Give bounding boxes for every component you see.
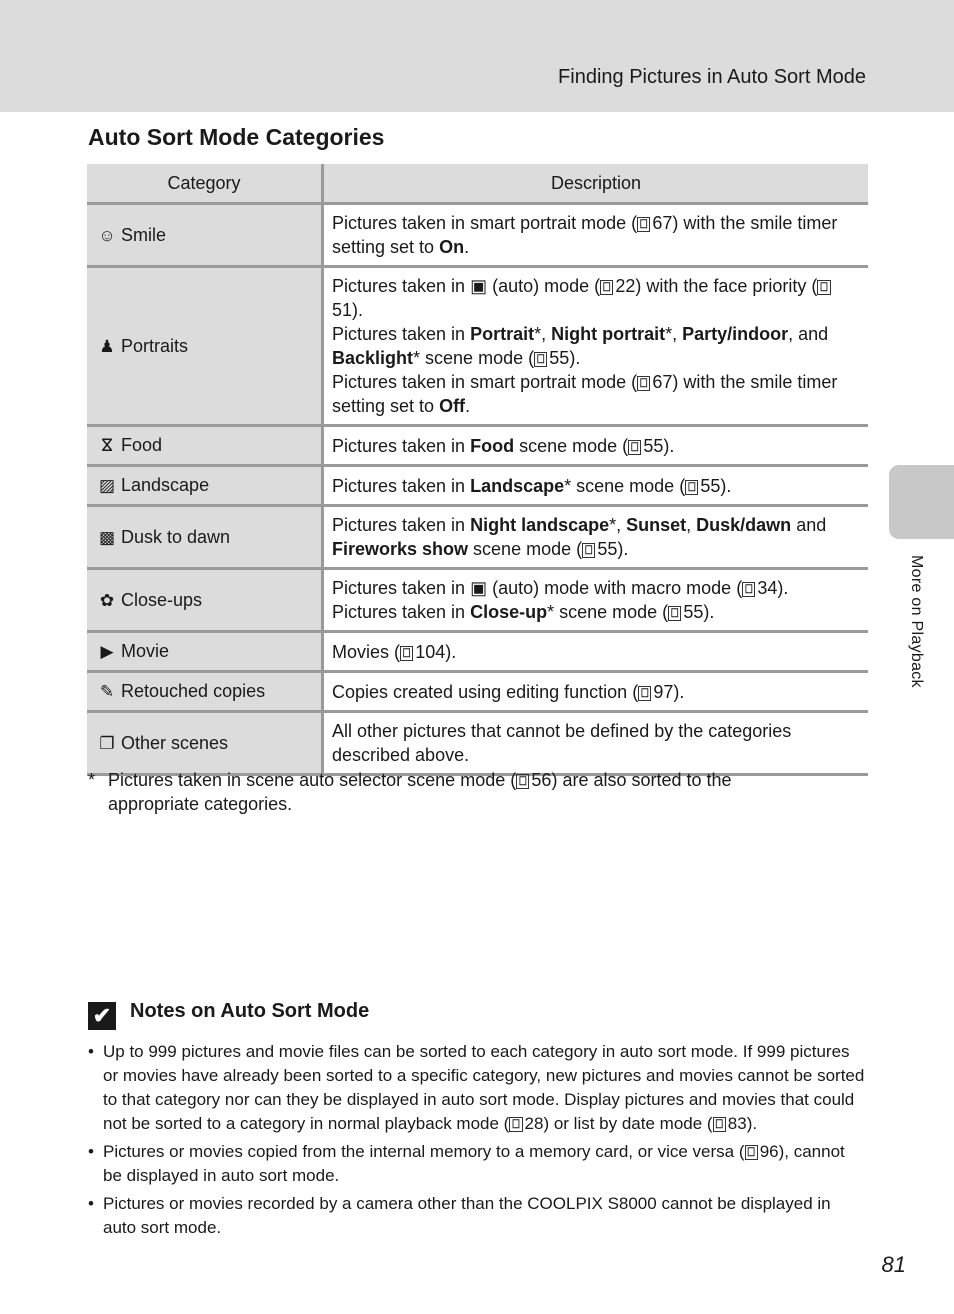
book-icon: ⎕: [582, 543, 595, 558]
description-text: * scene mode (: [564, 475, 686, 496]
description-text: Movies (: [332, 641, 401, 662]
description-text: Pictures taken in: [332, 276, 471, 296]
description-text: (auto) mode (: [487, 276, 601, 296]
description-text: , and: [788, 324, 829, 344]
footnote-mark: *: [88, 770, 96, 790]
description-text: All other pictures that cannot be defined by the categories described above.: [332, 721, 792, 765]
bold-term: Portrait: [470, 324, 535, 344]
description-text: .: [465, 396, 471, 416]
category-cell: [87, 712, 323, 775]
book-icon: ⎕: [637, 376, 650, 391]
description-text: 51).: [332, 300, 364, 320]
bold-term: Night portrait: [551, 324, 666, 344]
category-cell: [87, 204, 323, 267]
book-icon: ⎕: [600, 280, 613, 295]
bold-term: Party/indoor: [682, 324, 789, 344]
running-head: Finding Pictures in Auto Sort Mode: [558, 66, 866, 88]
bold-term: Close-up: [470, 602, 548, 622]
description-text: *,: [609, 515, 627, 535]
bold-term: Backlight: [332, 348, 414, 368]
description-text: 97).: [653, 681, 685, 702]
bullet-icon: •: [88, 1042, 94, 1061]
list-item: • Pictures or movies recorded by a camera other than the COOLPIX S8000 cannot be displayed in auto sort mode.: [88, 1194, 831, 1237]
description-text: .: [464, 237, 470, 257]
category-name: Portraits: [121, 335, 189, 356]
table-body: [87, 204, 868, 775]
bold-term: Night landscape: [470, 515, 610, 535]
description-text: * scene mode (: [547, 602, 669, 622]
description-text: 34).: [757, 578, 789, 598]
notes-heading: [88, 1000, 369, 1030]
category-name: Close-ups: [121, 589, 203, 610]
description-text: *,: [665, 324, 683, 344]
description-text: Pictures taken in: [332, 515, 471, 535]
column-header-category: Category: [87, 164, 323, 204]
description-text: 55).: [643, 435, 675, 456]
book-icon: ⎕: [713, 1117, 726, 1132]
description-cell: [323, 672, 869, 712]
footnote-text: Pictures taken in scene auto selector scene mode ( ⎕ 56) are also sorted to the appropriate categories.: [108, 770, 732, 814]
list-item: • Up to 999 pictures and movie files can be sorted to each category in auto sort mode. If 999 pictures or movies have already been sorted to a specific category, new pictures and movies cannot be sorted to that category nor can they be displayed in auto sort mode. Display pictures and movies that could not be sorted to a category in normal playback mode ( ⎕ 28) or list by date mode ( ⎕ 83).: [88, 1042, 865, 1133]
bullet-icon: •: [88, 1194, 94, 1213]
retouch-icon: ✎: [99, 682, 115, 701]
category-name: Other scenes: [121, 732, 229, 753]
category-cell: [87, 672, 323, 712]
table-row: [87, 712, 868, 775]
category-name: Dusk to dawn: [121, 526, 231, 547]
categories-table: [87, 164, 868, 776]
description-text: 55).: [549, 348, 581, 368]
description-text: Pictures taken in: [332, 324, 471, 344]
description-text: Pictures taken in: [332, 602, 471, 622]
bold-term: Dusk/dawn: [696, 515, 792, 535]
category-name: Smile: [121, 224, 167, 245]
book-icon: ⎕: [817, 280, 830, 295]
description-cell: [323, 569, 869, 632]
check-icon: ✔: [88, 1002, 116, 1030]
footnote: [88, 768, 808, 816]
bold-term: Off: [439, 396, 466, 416]
book-icon: ⎕: [742, 582, 755, 597]
description-text: 104).: [415, 641, 457, 662]
table-row: [87, 426, 868, 466]
table-row: [87, 267, 868, 426]
description-text: ,: [686, 515, 697, 535]
book-icon: ⎕: [745, 1145, 758, 1160]
side-tab-label: More on Playback: [908, 555, 925, 688]
closeup-icon: ✿: [99, 590, 115, 610]
category-name: Landscape: [121, 475, 210, 495]
description-cell: [323, 466, 869, 506]
notes-list: [88, 1040, 868, 1244]
notes-title: Notes on Auto Sort Mode: [130, 1000, 370, 1022]
side-tab: [889, 465, 954, 539]
description-text: *,: [534, 324, 552, 344]
bold-term: On: [439, 237, 465, 257]
book-icon: ⎕: [516, 774, 529, 789]
header-band: [0, 0, 954, 112]
camera-icon: ▣: [470, 276, 488, 296]
book-icon: ⎕: [400, 646, 413, 661]
other-scenes-icon: ❐: [99, 733, 115, 753]
book-icon: ⎕: [668, 606, 681, 621]
category-cell: [87, 569, 323, 632]
description-cell: [323, 267, 869, 426]
book-icon: ⎕: [534, 352, 547, 367]
description-text: 67) with the smile timer setting set to: [332, 213, 838, 257]
category-cell: [87, 506, 323, 569]
category-name: Retouched copies: [121, 681, 266, 701]
description-text: scene mode (: [468, 539, 583, 559]
table-row: [87, 466, 868, 506]
category-name: Food: [121, 435, 163, 455]
movie-icon: ▶: [100, 642, 114, 661]
book-icon: ⎕: [638, 686, 651, 701]
book-icon: ⎕: [637, 217, 650, 232]
bold-term: Sunset: [626, 515, 687, 535]
description-cell: [323, 712, 869, 775]
smile-icon: ☺: [98, 225, 116, 245]
category-cell: [87, 267, 323, 426]
bold-term: Landscape: [470, 475, 565, 496]
description-text: Pictures taken in: [332, 435, 471, 456]
table-row: [87, 672, 868, 712]
description-text: 22) with the face priority (: [615, 276, 818, 296]
landscape-icon: ▨: [98, 476, 116, 495]
dusk-icon: ▩: [98, 527, 116, 547]
section-title: Auto Sort Mode Categories: [88, 124, 385, 150]
portrait-icon: ♟: [99, 336, 115, 356]
bold-term: Food: [470, 435, 515, 456]
description-text: scene mode (: [514, 435, 629, 456]
description-text: 55).: [597, 539, 629, 559]
book-icon: ⎕: [509, 1117, 522, 1132]
page-number: 81: [881, 1252, 906, 1277]
table-row: [87, 506, 868, 569]
column-header-description: Description: [323, 164, 869, 204]
description-cell: [323, 426, 869, 466]
description-text: Pictures taken in smart portrait mode (: [332, 213, 638, 233]
list-item: • Pictures or movies copied from the internal memory to a memory card, or vice versa ( ⎕ 96), cannot be displayed in auto sort mode.: [88, 1142, 845, 1185]
description-cell: [323, 632, 869, 672]
camera-icon: ▣: [470, 578, 488, 598]
table-header-row: [87, 164, 868, 204]
food-icon: ⴵ: [101, 436, 113, 455]
description-text: Pictures taken in: [332, 475, 471, 496]
description-text: Copies created using editing function (: [332, 681, 639, 702]
description-text: 55).: [683, 602, 715, 622]
description-cell: [323, 204, 869, 267]
book-icon: ⎕: [685, 480, 698, 495]
description-text: Pictures taken in: [332, 578, 471, 598]
category-name: Movie: [121, 641, 170, 661]
table-row: [87, 569, 868, 632]
table-row: [87, 204, 868, 267]
table-row: [87, 632, 868, 672]
bullet-icon: •: [88, 1142, 94, 1161]
description-text: 55).: [700, 475, 732, 496]
description-text: 67) with the smile timer setting set to: [332, 372, 838, 416]
category-cell: [87, 426, 323, 466]
description-text: * scene mode (: [413, 348, 535, 368]
category-cell: [87, 466, 323, 506]
bold-term: Fireworks show: [332, 539, 469, 559]
description-text: and: [791, 515, 827, 535]
description-text: (auto) mode with macro mode (: [487, 578, 743, 598]
description-cell: [323, 506, 869, 569]
book-icon: ⎕: [628, 440, 641, 455]
description-text: Pictures taken in smart portrait mode (: [332, 372, 638, 392]
category-cell: [87, 632, 323, 672]
